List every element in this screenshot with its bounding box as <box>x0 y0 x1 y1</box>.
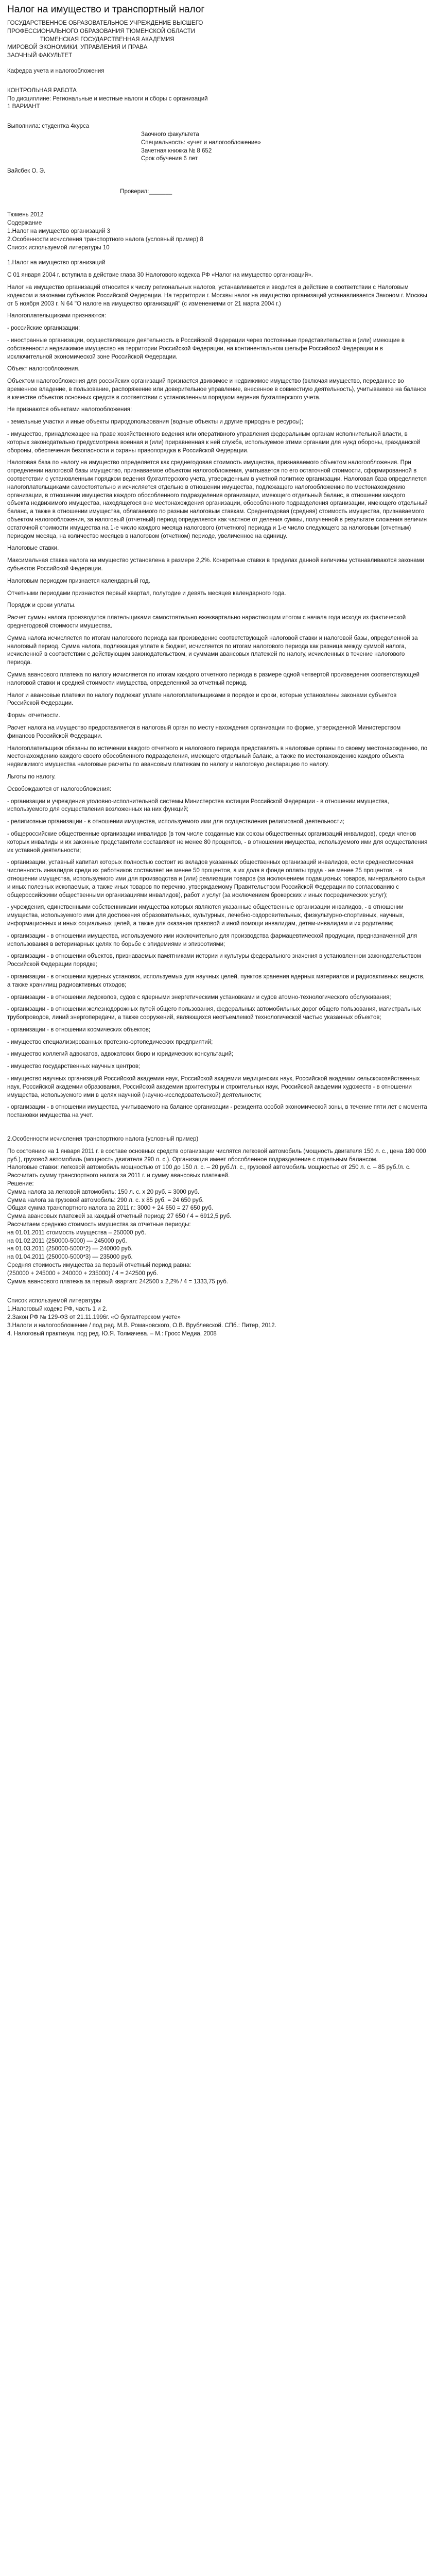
paragraph: Налоговая база по налогу на имущество определяется как среднегодовая стоимость имущества, признаваемого объектом налогообложения. При определении налоговой базы имущество, признаваемое объектом налогообложения, учитывается по его остаточной стоимости, сформированной в соответствии с установленным порядком ведения бухгалтерского учета, утвержденным в учетной политике организации. Налоговая база определяется налогоплательщиками самостоятельно и исчисляется отдельно в отношении имущества, подлежащего налогообложению по местонахождению организации, в отношении имущества каждого обособленного подразделения организации, имеющего отдельный баланс, в отношении каждого объекта недвижимого имущества, находящегося вне местонахождения организации, обособленного подразделения организации, имеющего отдельный баланс, а также в отношении имущества, облагаемого по разным налоговым ставкам. Среднегодовая (средняя) стоимость имущества, признаваемого объектом налогообложения, за налоговый (отчетный) период определяется как частное от деления суммы, полученной в результате сложения величин остаточной стоимости имущества на 1-е число каждого месяца налогового (отчетного) периода и 1-е число следующего за налоговым (отчетным) периодом месяца, на количество месяцев в налоговом (отчетном) периоде, увеличенное на единицу. <box>7 460 429 539</box>
paragraph: на 01.04.2011 (250000-5000*3) — 235000 руб. <box>7 1254 133 1261</box>
paragraph: Льготы по налогу. <box>7 773 56 780</box>
page-title: Налог на имущество и транспортный налог <box>7 4 205 15</box>
performer: Выполнила: студентка 4курса <box>7 123 90 130</box>
discipline: По дисциплине: Региональные и местные налоги и сборы с организаций <box>7 95 208 102</box>
paragraph: - российские организации; <box>7 325 80 332</box>
contents <box>7 219 429 252</box>
paragraph: - организации - в отношении имущества, используемого ими исключительно для производства фармацевтической продукции, предназначенной для использования в ветеринарных целях по борьбе с эпидемиями и эпизоотиями; <box>7 933 419 947</box>
paragraph: Сумма налога за грузовой автомобиль: 290 л. с. х 85 руб. = 24 650 руб. <box>7 1197 204 1204</box>
paragraph: на 01.02.2011 (250000-5000) — 245000 руб. <box>7 1238 127 1244</box>
paragraph: - имущество специализированных протезно-ортопедических предприятий; <box>7 1039 213 1045</box>
paragraph: - организации - в отношении космических объектов; <box>7 1026 151 1033</box>
bibliography-item: 2.Закон РФ № 129-ФЗ от 21.11.1996г. «О бухгалтерском учете» <box>7 1314 181 1320</box>
paragraph: Налогоплательщики обязаны по истечении каждого отчетного и налогового периода представлять в налоговые органы по своему местонахождению, по местонахождению каждого своего обособленного подразделения, имеющего отдельный баланс, а также по местонахождению каждого объекта недвижимого имущества налоговые расчеты по авансовым платежам по налогу и налоговую декларацию по налогу. <box>7 745 429 768</box>
section-body <box>7 1148 429 1286</box>
section-property-tax <box>7 259 429 1124</box>
paragraph: - имущество коллегий адвокатов, адвокатских бюро и юридических консультаций; <box>7 1051 234 1058</box>
paragraph: - имущество государственных научных центров; <box>7 1063 141 1070</box>
paragraph: Не признаются объектами налогообложения: <box>7 406 132 413</box>
paragraph: (250000 + 245000 + 240000 + 235000) / 4 = 242500 руб. <box>7 1270 159 1277</box>
institution-line: ЗАОЧНЫЙ ФАКУЛЬТЕТ <box>7 53 73 59</box>
section-body <box>7 272 429 1124</box>
section-heading: 1.Налог на имущество организаций <box>7 260 106 266</box>
paragraph: на 01.03.2011 (250000-5000*2) — 240000 руб. <box>7 1246 133 1252</box>
paragraph: Расчет налога на имущество предоставляется в налоговый орган по месту нахождения организации по форме, утвержденной Министерством финансов Российской Федерации. <box>7 724 403 739</box>
contents-item[interactable]: Список используемой литературы 10 <box>7 244 110 251</box>
paragraph: - имущество научных организаций Российской академии наук, Российской академии медицинских наук, Российской академии сельскохозяйственных наук, Российской академии образования, Российской академии архитектуры и строительных наук, Российской академии художеств - в отношении имущества, используемого ими в целях научной (научно-исследовательской) деятельности; <box>7 1076 422 1098</box>
section-heading: 2.Особенности исчисления транспортного налога (условный пример) <box>7 1136 199 1143</box>
paragraph: на 01.01.2011 стоимость имущества – 250000 руб. <box>7 1229 146 1236</box>
paragraph: Сумма налога за легковой автомобиль: 150 л. с. х 20 руб. = 3000 руб. <box>7 1189 200 1195</box>
paragraph: - религиозные организации - в отношении имущества, используемого ими для осуществления религиозной деятельности; <box>7 819 344 825</box>
paragraph: Налоговые ставки. <box>7 545 59 552</box>
paragraph: Расчет суммы налога производится плательщиками самостоятельно ежеквартально нарастающим итогом с начала года исходя из фактической среднегодовой стоимости имущества. <box>7 615 408 630</box>
paragraph: - иностранные организации, осуществляющие деятельность в Российской Федерации через постоянные представительства и (или) имеющие в собственности недвижимое имущество на территории Российской Федерации, на континентальном шельфе Российской Федерации и в исключительной экономической зоне Российской Федерации. <box>7 337 407 360</box>
paragraph: Налоговым периодом признается календарный год. <box>7 578 150 584</box>
city-year: Тюмень 2012 <box>7 212 44 218</box>
paragraph: С 01 января 2004 г. вступила в действие глава 30 Налогового кодекса РФ «Налог на имущество организаций». <box>7 272 313 279</box>
paragraph: Средняя стоимость имущества за первый отчетный период равна: <box>7 1262 191 1269</box>
paragraph: Налогоплательщиками признаются: <box>7 313 107 319</box>
paragraph: Освобождаются от налогообложения: <box>7 786 112 792</box>
institution-line: ТЮМЕНСКАЯ ГОСУДАРСТВЕННАЯ АКАДЕМИЯ <box>7 36 175 43</box>
paragraph: Сумма авансовых платежей за каждый отчетный период: 27 650 / 4 = 6912,5 руб. <box>7 1213 232 1220</box>
paragraph: Решение: <box>7 1181 34 1188</box>
paragraph: Налог и авансовые платежи по налогу подлежат уплате налогоплательщиками в порядке и сроки, которые установлены законами субъектов Российской Федерации. <box>7 692 398 707</box>
bibliography-item: 1.Налоговый кодекс РФ, часть 1 и 2. <box>7 1306 108 1313</box>
paragraph: Сумма налога исчисляется по итогам налогового периода как произведение соответствующей налоговой ставки и налоговой базы, определенной за налоговый период. Сумма налога, подлежащая уплате в бюджет, исчисляется по итогам налогового периода как разница между суммой налога, исчисленной в соответствии с действующим законодательством, и суммами авансовых платежей по налогу, исчисленных в течение налогового периода. <box>7 635 420 666</box>
paragraph: Объект налогообложения. <box>7 366 80 372</box>
paragraph: - организации и учреждения уголовно-исполнительной системы Министерства юстиции Российской Федерации - в отношении имущества, используемого для осуществления возложенных на них функций; <box>7 798 391 813</box>
title-page <box>7 20 429 219</box>
paragraph: Отчетными периодами признаются первый квартал, полугодие и девять месяцев календарного года. <box>7 590 286 597</box>
paragraph: По состоянию на 1 января 2011 г. в составе основных средств организации числятся легковой автомобиль (мощность двигателя 150 л. с., цена 180 000 руб.), грузовой автомобиль (мощность двигателя 290 л. с.). Организация имеет обособленное подразделение с отдельным балансом. <box>7 1148 428 1163</box>
department: Кафедра учета и налогообложения <box>7 67 104 74</box>
paragraph: - общероссийские общественные организации инвалидов (в том числе созданные как союзы общественных организаций инвалидов), среди членов которых инвалиды и их законные представители составляют не менее 80 процентов, - в отношении имущества, используемого ими для осуществления их уставной деятельности; <box>7 831 429 854</box>
bibliography-title: Список используемой литературы <box>7 1298 101 1304</box>
paragraph: Рассчитать сумму транспортного налога за 2011 г. и сумму авансовых платежей. <box>7 1173 230 1179</box>
bibliography-item: 4. Налоговый практикум. под ред. Ю.Я. Толмачева. – М.: Гросс Медиа, 2008 <box>7 1330 217 1337</box>
bibliography-list <box>7 1306 429 1338</box>
checked-label: Проверил: <box>120 188 149 195</box>
paragraph: Максимальная ставка налога на имущество установлена в размере 2,2%. Конкретные ставки в пределах данной величины устанавливаются законами субъектов Российской Федерации. <box>7 557 426 572</box>
paragraph: Налог на имущество организаций относится к числу региональных налогов, устанавливается и вводится в действие в соответствии с Налоговым кодексом и законами субъектов Российской Федерации. На территории г. Москвы налог на имущество организаций устанавливается Законом г. Москвы от 5 ноября 2003 г. N 64 "О налоге на имущество организаций" (с изменениями от 21 марта 2004 г.) <box>7 284 429 307</box>
performer-detail: Срок обучения 6 лет <box>141 156 198 162</box>
paragraph: - земельные участки и иные объекты природопользования (водные объекты и другие природные ресурсы); <box>7 419 303 426</box>
performer-detail: Специальность: «учет и налогообложение» <box>141 139 261 146</box>
bibliography <box>7 1297 429 1338</box>
paragraph: Налоговые ставки: легковой автомобиль мощностью от 100 до 150 л. с. – 20 руб./л. с., грузовой автомобиль мощностью от 250 л. с. – 85 руб./л. с. <box>7 1164 411 1171</box>
work-type: КОНТРОЛЬНАЯ РАБОТА <box>7 87 77 94</box>
paragraph: Сумма авансового платежа за первый квартал: 242500 х 2,2% / 4 = 1333,75 руб. <box>7 1278 228 1285</box>
paragraph: Формы отчетности. <box>7 713 60 719</box>
paragraph: - организации - в отношении ледоколов, судов с ядерными энергетическими установками и судов атомно-технологического обслуживания; <box>7 994 391 1001</box>
paragraph: Общая сумма транспортного налога за 2011 г.: 3000 + 24 650 = 27 650 руб. <box>7 1205 214 1212</box>
contents-title: Содержание <box>7 220 42 227</box>
paragraph: - организации - в отношении железнодорожных путей общего пользования, федеральных автомобильных дорог общего пользования, магистральных трубопроводов, линий энергопередачи, а также сооружений, являющихся неотъемлемой технологической частью указанных объектов; <box>7 1006 423 1021</box>
contents-item[interactable]: 2.Особенности исчисления транспортного налога (условный пример) 8 <box>7 236 203 243</box>
paragraph: - организации - в отношении имущества, учитываемого на балансе организации - резидента особой экономической зоны, в течение пяти лет с момента постановки имущества на учет. <box>7 1104 429 1119</box>
performer-detail: Зачетная книжка № 8 652 <box>141 147 212 154</box>
performer-detail: Заочного факультета <box>141 131 199 138</box>
bibliography-item: 3.Налоги и налогообложение / под ред. М.В. Романовского, О.В. Врублевской. СПб.: Питер, 2012. <box>7 1322 276 1329</box>
paragraph: - организации - в отношении объектов, признаваемых памятниками истории и культуры федерального значения в установленном законодательством Российской Федерации порядке; <box>7 953 423 968</box>
contents-item[interactable]: 1.Налог на имущество организаций 3 <box>7 228 110 234</box>
paragraph: Порядок и сроки уплаты. <box>7 602 76 609</box>
paragraph: - организации - в отношении ядерных установок, используемых для научных целей, пунктов хранения ядерных материалов и радиоактивных веществ, а также хранилищ радиоактивных отходов; <box>7 973 427 988</box>
signature-line: _______ <box>149 188 172 195</box>
paragraph: Рассчитаем среднюю стоимость имущества за отчетные периоды: <box>7 1222 191 1228</box>
paragraph: Сумма авансового платежа по налогу исчисляется по итогам каждого отчетного периода в размере одной четвертой произведения соответствующей налоговой ставки и средней стоимости имущества, определенной за отчетный период. <box>7 672 422 686</box>
institution-line: МИРОВОЙ ЭКОНОМИКИ, УПРАВЛЕНИЯ И ПРАВА <box>7 44 148 51</box>
institution-line: ГОСУДАРСТВЕННОЕ ОБРАЗОВАТЕЛЬНОЕ УЧРЕЖДЕНИЕ ВЫСШЕГО <box>7 20 203 26</box>
section-transport-tax <box>7 1136 429 1286</box>
paragraph: - учреждения, единственными собственниками имущества которых являются указанные общественные организации инвалидов, - в отношении имущества, используемого ими для достижения образовательных, культурных, лечебно-оздоровительных, физкультурно-спортивных, научных, информационных и иных социальных целей, а также для оказания правовой и иной помощи инвалидам, детям-инвалидам и их родителям; <box>7 904 406 927</box>
variant: 1 ВАРИАНТ <box>7 104 40 110</box>
checker: Вайсбек О. Э. <box>7 168 46 175</box>
institution-line: ПРОФЕССИОНАЛЬНОГО ОБРАЗОВАНИЯ ТЮМЕНСКОЙ ОБЛАСТИ <box>7 28 196 35</box>
paragraph: - организации, уставный капитал которых полностью состоит из вкладов указанных общественных организаций инвалидов, если среднесписочная численность инвалидов среди их работников составляет не менее 50 процентов, а их доля в фонде оплаты труда - не менее 25 процентов, - в отношении имущества, используемого ими для производства и (или) реализации товаров (за исключением подакцизных товаров, минерального сырья и иных полезных ископаемых, а также иных товаров по перечню, утверждаемому Правительством Российской Федерации по согласованию с общероссийскими общественными организациями инвалидов), работ и услуг (за исключением брокерских и иных посреднических услуг); <box>7 859 427 899</box>
paragraph: Объектом налогообложения для российских организаций признается движимое и недвижимое имущество (включая имущество, переданное во временное владение, в пользование, распоряжение или доверительное управление, внесенное в совместную деятельность), учитываемое на балансе в качестве объектов основных средств в соответствии с установленным порядком ведения бухгалтерского учета. <box>7 378 428 401</box>
paragraph: - имущество, принадлежащее на праве хозяйственного ведения или оперативного управления федеральным органам исполнительной власти, в которых законодательно предусмотрена военная и (или) приравненная к ней служба, используемое этими органами для нужд обороны, гражданской обороны, обеспечения безопасности и охраны правопорядка в Российской Федерации. <box>7 431 422 454</box>
